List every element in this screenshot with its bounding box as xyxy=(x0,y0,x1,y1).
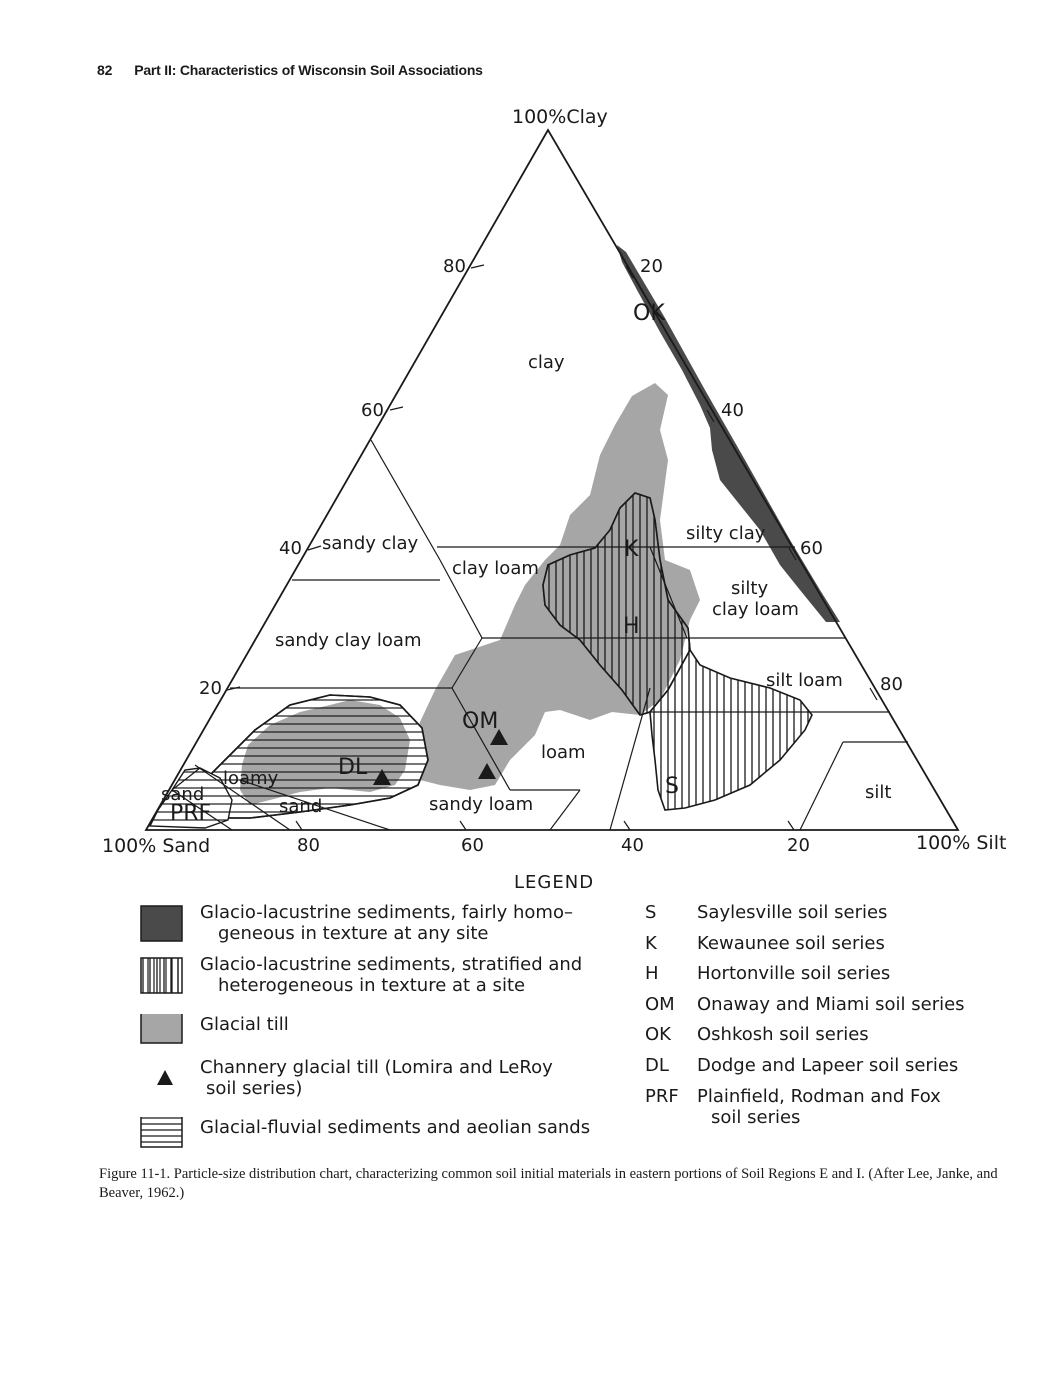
series-name: Dodge and Lapeer soil series xyxy=(697,1055,959,1076)
vertical-hatch-swatch xyxy=(140,954,184,994)
series-name-line: soil series xyxy=(711,1107,801,1128)
class-label-silty-clay: silty clay xyxy=(686,523,766,544)
series-name xyxy=(697,1086,997,1128)
region-code-dl: DL xyxy=(338,755,368,780)
bottom-tick-label: 40 xyxy=(621,835,644,856)
right-tick-label: 20 xyxy=(640,256,663,277)
class-label-clay: clay xyxy=(528,352,565,373)
legend-text: Glacio-lacustrine sediments, fairly homo– xyxy=(200,902,573,923)
class-label-loamy-sand: loamy xyxy=(223,768,279,789)
apex-label-clay: 100%Clay xyxy=(512,106,608,128)
left-tick-label: 80 xyxy=(443,256,466,277)
class-label-silty-clay-loam: silty xyxy=(731,578,769,599)
region-code-ok: OK xyxy=(633,301,665,326)
region-code-s: S xyxy=(665,774,679,799)
apex-label-silt: 100% Silt xyxy=(916,832,1007,854)
running-title: Part II: Characteristics of Wisconsin Soil Associations xyxy=(134,62,483,78)
legend-text: Glacio-lacustrine sediments, stratified and xyxy=(200,954,583,975)
legend-text: heterogeneous in texture at a site xyxy=(218,975,526,996)
series-code: OM xyxy=(645,994,675,1015)
class-label-sandy-clay-loam: sandy clay loam xyxy=(275,630,422,651)
class-label-sandy-loam: sandy loam xyxy=(429,794,534,815)
series-code: S xyxy=(645,902,657,923)
series-name: Oshkosh soil series xyxy=(697,1024,869,1045)
legend-title: LEGEND xyxy=(514,872,595,893)
horizontal-hatch-swatch xyxy=(140,1117,184,1157)
apex-label-sand: 100% Sand xyxy=(102,835,211,857)
left-tick-label: 20 xyxy=(199,678,222,699)
bottom-tick-label: 80 xyxy=(297,835,320,856)
legend-text: Glacial till xyxy=(200,1014,289,1035)
series-code: DL xyxy=(645,1055,669,1076)
bottom-tick-label: 60 xyxy=(461,835,484,856)
left-tick-label: 40 xyxy=(279,538,302,559)
series-name: Hortonville soil series xyxy=(697,963,891,984)
class-label-loamy-sand: sand xyxy=(161,784,205,805)
class-label-sand: sand xyxy=(279,796,323,817)
triangle-marker-swatch xyxy=(140,1057,184,1097)
right-tick-label: 80 xyxy=(880,674,903,695)
bottom-tick-label: 20 xyxy=(787,835,810,856)
legend-text: soil series) xyxy=(206,1078,303,1099)
series-code: H xyxy=(645,963,659,984)
legend-text: geneous in texture at any site xyxy=(218,923,489,944)
left-tick-label: 60 xyxy=(361,400,384,421)
gray-fill-swatch xyxy=(140,1014,184,1054)
region-code-om: OM xyxy=(462,709,499,734)
region-code-h: H xyxy=(623,614,640,639)
right-tick-label: 40 xyxy=(721,400,744,421)
figure-caption: Figure 11-1. Particle-size distribution chart, characterizing common soil initial materials in eastern portions of Soil Regions E and I. (After Lee, Janke, and Beaver, 1962.) xyxy=(99,1166,998,1201)
class-label-loam: loam xyxy=(541,742,586,763)
region-code-prf: PRF xyxy=(170,801,212,826)
series-name-line: Plainfield, Rodman and Fox xyxy=(697,1086,941,1107)
class-label-silt-loam: silt loam xyxy=(766,670,843,691)
series-code: OK xyxy=(645,1024,671,1045)
legend-text: Channery glacial till (Lomira and LeRoy xyxy=(200,1057,553,1078)
page-number: 82 xyxy=(97,62,113,78)
legend-text: Glacial-fluvial sediments and aeolian sands xyxy=(200,1117,591,1138)
series-code: PRF xyxy=(645,1086,679,1107)
right-tick-label: 60 xyxy=(800,538,823,559)
class-label-silty-clay-loam: clay loam xyxy=(712,599,799,620)
class-label-silt: silt xyxy=(865,782,892,803)
series-name: Saylesville soil series xyxy=(697,902,888,923)
series-code: K xyxy=(645,933,657,954)
series-name: Onaway and Miami soil series xyxy=(697,994,965,1015)
dark-fill-swatch xyxy=(140,902,184,942)
class-label-sandy-clay: sandy clay xyxy=(322,533,419,554)
region-code-k: K xyxy=(624,537,639,562)
class-label-clay-loam: clay loam xyxy=(452,558,539,579)
series-name: Kewaunee soil series xyxy=(697,933,885,954)
